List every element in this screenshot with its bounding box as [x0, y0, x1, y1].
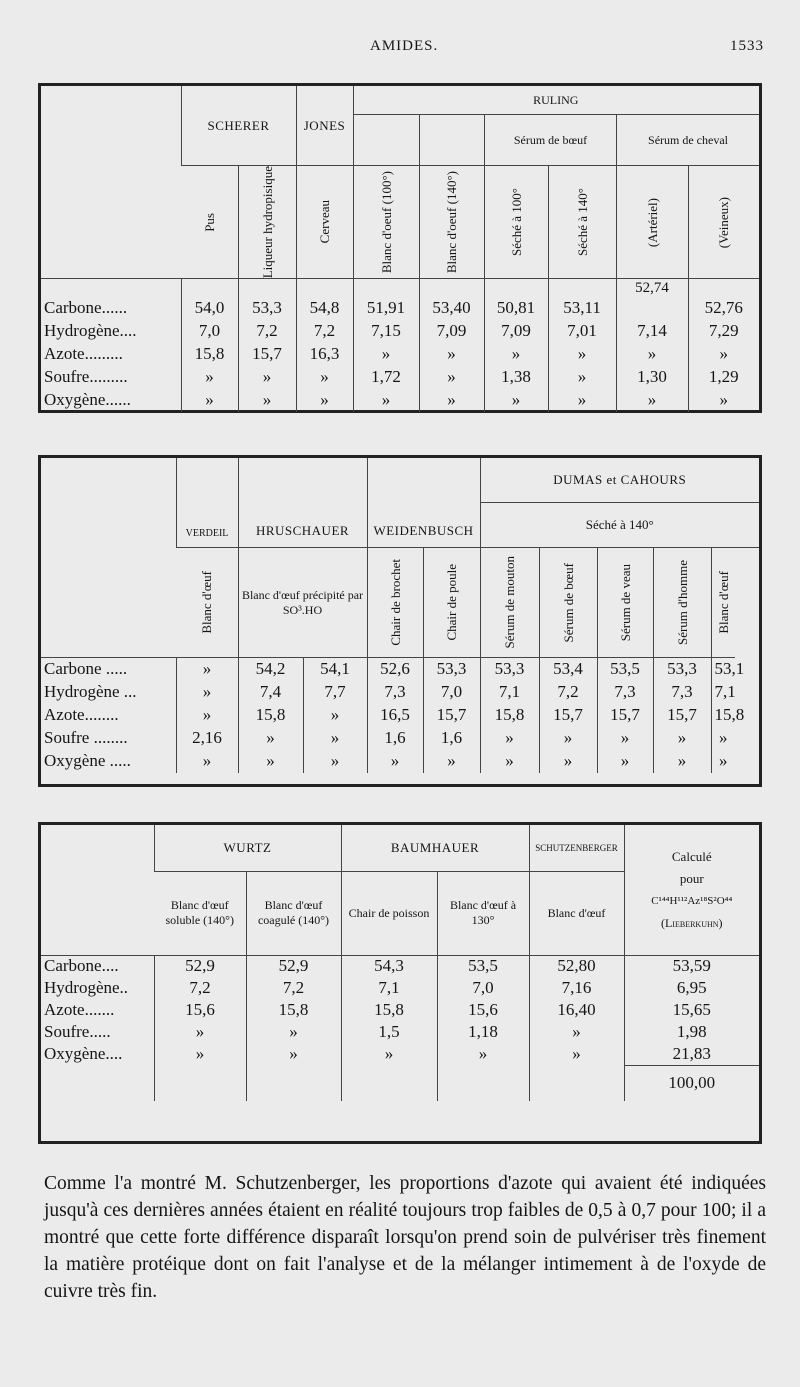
- row-label: Hydrogène ...: [44, 682, 137, 701]
- body-paragraph: Comme l'a montré M. Schutzenberger, les proportions d'azote qui avaient été indiquées jusqu'à ces dernières années étaient en réalité toujours trop faibles de 0,5 à 0,7 pour 100; il a montré que cette forte différence disparaît lorsqu'on prend soin de pulvériser très finement la matière protéique dont on fait l'analyse et de la mélanger intimement à de l'oxyde de cuivre très fin.: [44, 1173, 766, 1302]
- cell-value: 53,4: [539, 658, 597, 681]
- cell-value: »: [176, 750, 238, 773]
- cell-value: 15,7: [539, 704, 597, 727]
- cell-value: 1,72: [353, 366, 419, 389]
- cell-value: »: [711, 750, 735, 773]
- group-serum-cheval: Sérum de cheval: [617, 115, 759, 165]
- group-schutzenberger: SCHUTZENBERGER: [529, 825, 624, 871]
- cell-value: 1,29: [688, 366, 759, 389]
- cell-value: »: [423, 750, 480, 773]
- cell-value: 53,3: [423, 658, 480, 681]
- cell-value: »: [341, 1043, 437, 1065]
- row-label: Oxygène .....: [44, 751, 131, 770]
- cell-value: 53,3: [653, 658, 711, 681]
- total-row: [41, 1065, 759, 1101]
- t2-col-header-2: Chair de brochet: [367, 548, 423, 658]
- table-2: [38, 455, 762, 787]
- t2-col-header-1: Blanc d'œuf précipité par SO³.HO: [238, 548, 367, 658]
- cell-value: 15,8: [181, 343, 238, 366]
- cell-value: »: [711, 727, 735, 750]
- cell-value: »: [238, 389, 296, 412]
- cell-value: »: [238, 727, 303, 750]
- cell-value: 7,01: [548, 320, 616, 343]
- cell-value: 7,3: [653, 681, 711, 704]
- cell-value: »: [419, 389, 484, 412]
- cell-value: 53,3: [238, 297, 296, 320]
- table-row: [41, 1043, 759, 1065]
- cell-value: 7,0: [437, 977, 529, 999]
- cell-value: 52,9: [246, 955, 341, 977]
- row-label: Soufre.....: [44, 1022, 111, 1041]
- cell-value: »: [154, 1021, 246, 1043]
- cell-value: 7,1: [341, 977, 437, 999]
- cell-value: 6,95: [624, 977, 759, 999]
- table-row: [41, 999, 759, 1021]
- group-serum-boeuf: Sérum de bœuf: [485, 115, 617, 165]
- row-label: Soufre.........: [44, 367, 128, 387]
- cell-value: 15,8: [480, 704, 539, 727]
- cell-value: »: [296, 366, 353, 389]
- cell-value: »: [548, 366, 616, 389]
- cell-value: 16,40: [529, 999, 624, 1021]
- row-label: Soufre ........: [44, 728, 128, 747]
- cell-value: 7,0: [181, 320, 238, 343]
- row-label: Oxygène....: [44, 1044, 123, 1063]
- cell-value: 15,65: [624, 999, 759, 1021]
- cell-value: »: [296, 389, 353, 412]
- t2-col-header-5: Sérum de bœuf: [539, 548, 597, 658]
- row-label: Carbone......: [44, 298, 128, 318]
- cell-value: »: [529, 1043, 624, 1065]
- table-row: [41, 1021, 759, 1043]
- table-row: [41, 750, 759, 773]
- t1-col-header-4: Blanc d'oeuf (140°): [419, 166, 484, 279]
- t1-col-header-0: Pus: [181, 166, 238, 279]
- table-row: [41, 320, 759, 343]
- cell-value: 1,5: [341, 1021, 437, 1043]
- cell-value: 1,18: [437, 1021, 529, 1043]
- group-verdeil: VERDEIL: [176, 458, 238, 548]
- cell-value: 15,8: [341, 999, 437, 1021]
- group-scherer: SCHERER: [181, 86, 296, 166]
- cell-value: »: [480, 727, 539, 750]
- row-label-header: [41, 86, 181, 279]
- cell-value: »: [548, 343, 616, 366]
- t2-col-header-3: Chair de poule: [423, 548, 480, 658]
- cell-value: »: [616, 389, 688, 412]
- cell-value: 54,8: [296, 297, 353, 320]
- cell-value: »: [367, 750, 423, 773]
- t3-col-header-1: Blanc d'œuf coagulé (140°): [246, 871, 341, 955]
- row-label: Carbone....: [44, 956, 119, 976]
- cell-value: 16,3: [296, 343, 353, 366]
- cell-value: 7,09: [484, 320, 548, 343]
- cell-value: 7,3: [367, 681, 423, 704]
- cell-value: »: [539, 727, 597, 750]
- table-row: [41, 681, 759, 704]
- t1-col-header-1: Liqueur hydropisique: [238, 166, 296, 279]
- t3-col-header-3: Blanc d'œuf à 130°: [437, 871, 529, 955]
- cell-value: »: [181, 366, 238, 389]
- table-row: [41, 727, 759, 750]
- t1-col-header-7: (Artériel): [616, 166, 688, 279]
- cell-value: 1,30: [616, 366, 688, 389]
- cell-value: 54,2: [238, 658, 303, 681]
- running-head: AMIDES.: [370, 38, 439, 54]
- cell-value: 7,29: [688, 320, 759, 343]
- t1-col-header-6: Séché à 140°: [548, 166, 616, 279]
- cell-value: »: [238, 366, 296, 389]
- row-label: Oxygène......: [44, 390, 131, 410]
- cell-value: 15,8: [246, 999, 341, 1021]
- cell-value: »: [353, 389, 419, 412]
- cell-value: 7,7: [303, 681, 367, 704]
- group-seche: Séché à 140°: [585, 517, 654, 532]
- cell-value: 7,2: [154, 977, 246, 999]
- cell-value: 7,15: [353, 320, 419, 343]
- group-calcule: Calculé pour C¹⁴⁴H¹¹²Az¹⁸S²O⁴⁴ (Lieberkuhn): [624, 825, 759, 955]
- cell-value: »: [529, 1021, 624, 1043]
- cell-value: 7,2: [238, 320, 296, 343]
- group-hruschauer: HRUSCHAUER: [238, 458, 367, 548]
- cell-value: »: [616, 343, 688, 366]
- cell-value: 7,4: [238, 681, 303, 704]
- cell-value: »: [688, 343, 759, 366]
- cell-value: »: [303, 704, 367, 727]
- cell-value: 15,7: [238, 343, 296, 366]
- cell-value: »: [653, 727, 711, 750]
- group-wurtz: WURTZ: [154, 825, 341, 871]
- row-label: Azote.......: [44, 1000, 115, 1019]
- cell-value: »: [176, 681, 238, 704]
- cell-value: 52,80: [529, 955, 624, 977]
- table-row: [41, 366, 759, 389]
- group-baumhauer: BAUMHAUER: [341, 825, 529, 871]
- cell-value: »: [246, 1021, 341, 1043]
- row-label: Carbone .....: [44, 659, 128, 679]
- cell-value: »: [597, 727, 653, 750]
- cell-value: [616, 297, 688, 320]
- cell-value: 2,16: [176, 727, 238, 750]
- t3-col-header-2: Chair de poisson: [341, 871, 437, 955]
- table-1: [38, 83, 762, 413]
- group-dumas: DUMAS et CAHOURS Séché à 140°: [480, 458, 759, 548]
- table-row: [41, 955, 759, 977]
- t1-col-header-3: Blanc d'oeuf (100°): [353, 166, 419, 279]
- t1-col-header-5: Séché à 100°: [484, 166, 548, 279]
- cell-value: 53,5: [437, 955, 529, 977]
- cell-value: 51,91: [353, 297, 419, 320]
- cell-value: 15,6: [437, 999, 529, 1021]
- group-weidenbusch: WEIDENBUSCH: [367, 458, 480, 548]
- t2-col-header-0: Blanc d'œuf: [176, 548, 238, 658]
- cell-value: »: [303, 727, 367, 750]
- t1-col-header-2: Cerveau: [296, 166, 353, 279]
- cell-value: »: [303, 750, 367, 773]
- t1-col-header-8: (Veineux): [688, 166, 759, 279]
- cell-value: »: [238, 750, 303, 773]
- table-row: [41, 389, 759, 412]
- cell-value: 53,5: [597, 658, 653, 681]
- total-value: 100,00: [624, 1065, 759, 1101]
- cell-value: 7,3: [597, 681, 653, 704]
- cell-value: 52,6: [367, 658, 423, 681]
- cell-value: »: [484, 389, 548, 412]
- cell-value: 1,6: [367, 727, 423, 750]
- cell-value: 54,1: [303, 658, 367, 681]
- cell-value: 53,11: [548, 297, 616, 320]
- cell-value: 54,0: [181, 297, 238, 320]
- cell-value: »: [437, 1043, 529, 1065]
- cell-value: 53,1: [711, 658, 735, 681]
- cell-value: »: [419, 366, 484, 389]
- cell-value: 15,6: [154, 999, 246, 1021]
- t3-col-header-4: Blanc d'œuf: [529, 871, 624, 955]
- cell-value: 1,6: [423, 727, 480, 750]
- cell-value: »: [653, 750, 711, 773]
- cell-value: »: [353, 343, 419, 366]
- cell-value: »: [181, 389, 238, 412]
- cell-value: 21,83: [624, 1043, 759, 1065]
- cell-value: »: [480, 750, 539, 773]
- row-label: Hydrogène....: [44, 321, 137, 341]
- cell-value: 53,3: [480, 658, 539, 681]
- cell-value: 7,0: [423, 681, 480, 704]
- cell-value: »: [597, 750, 653, 773]
- cell-value: 1,98: [624, 1021, 759, 1043]
- cell-value: 53,40: [419, 297, 484, 320]
- cell-value: 7,2: [246, 977, 341, 999]
- cell-value: 15,8: [238, 704, 303, 727]
- cell-value: 54,3: [341, 955, 437, 977]
- row-label: Azote.........: [44, 344, 123, 364]
- table-row: [41, 704, 759, 727]
- table-3: [38, 822, 762, 1144]
- page-number: 1533: [730, 38, 764, 54]
- t2-col-header-6: Sérum de veau: [597, 548, 653, 658]
- cell-value: 16,5: [367, 704, 423, 727]
- group-jones: JONES: [296, 86, 353, 166]
- row-label: Hydrogène..: [44, 978, 129, 997]
- cell-value: 7,2: [296, 320, 353, 343]
- cell-value-arteriel-carbone: 52,74: [616, 279, 688, 297]
- cell-value: »: [484, 343, 548, 366]
- cell-value: 7,2: [539, 681, 597, 704]
- cell-value: 7,16: [529, 977, 624, 999]
- cell-value: 53,59: [624, 955, 759, 977]
- cell-value: »: [539, 750, 597, 773]
- cell-value: »: [246, 1043, 341, 1065]
- cell-value: 15,8: [711, 704, 735, 727]
- cell-value: 1,38: [484, 366, 548, 389]
- cell-value: 52,9: [154, 955, 246, 977]
- cell-value: »: [154, 1043, 246, 1065]
- table-row: [41, 343, 759, 366]
- cell-value: 7,14: [616, 320, 688, 343]
- cell-value: »: [176, 658, 238, 681]
- table-row: [41, 977, 759, 999]
- group-ruling: RULING Sérum de bœuf Sérum de cheval: [353, 86, 759, 166]
- t2-col-header-4: Sérum de mouton: [480, 548, 539, 658]
- t3-col-header-0: Blanc d'œuf soluble (140°): [154, 871, 246, 955]
- cell-value: 7,1: [480, 681, 539, 704]
- cell-value: »: [419, 343, 484, 366]
- cell-value: 15,7: [653, 704, 711, 727]
- cell-value: »: [176, 704, 238, 727]
- cell-value: 7,1: [711, 681, 735, 704]
- cell-value: 50,81: [484, 297, 548, 320]
- cell-value: »: [688, 389, 759, 412]
- cell-value: 15,7: [597, 704, 653, 727]
- table-row: [41, 297, 759, 320]
- row-label: Azote........: [44, 705, 119, 724]
- cell-value: »: [548, 389, 616, 412]
- table-row: [41, 658, 759, 681]
- cell-value: 15,7: [423, 704, 480, 727]
- cell-value: 52,76: [688, 297, 759, 320]
- t2-col-header-8: Blanc d'œuf: [711, 548, 735, 658]
- table-row: [41, 279, 759, 297]
- t2-col-header-7: Sérum d'homme: [653, 548, 711, 658]
- cell-value: 7,09: [419, 320, 484, 343]
